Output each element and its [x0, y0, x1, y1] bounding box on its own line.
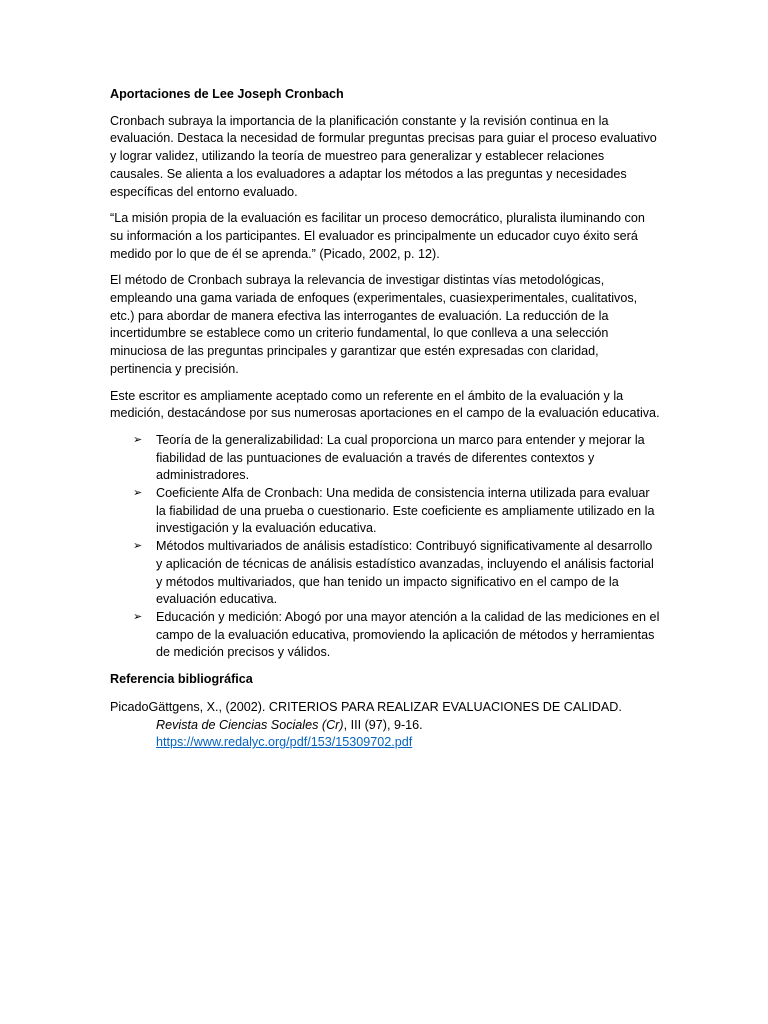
- list-item-text: Coeficiente Alfa de Cronbach: Una medida de consistencia interna utilizada para evaluar la fiabilidad de una prueba o cuestionario. Este coeficiente es ampliamente utilizado en la investigación y la evaluación educativa.: [156, 486, 655, 536]
- paragraph-reference-figure: Este escritor es ampliamente aceptado como un referente en el ámbito de la evaluación y la medición, destacándose por sus numerosas aportaciones en el campo de la evaluación educativa.: [110, 388, 660, 421]
- list-item: [133, 609, 660, 662]
- list-item: [133, 485, 660, 538]
- contributions-list: [110, 432, 660, 662]
- arrow-bullet-icon: ➢: [133, 433, 143, 446]
- arrow-bullet-icon: ➢: [133, 610, 143, 623]
- list-item-text: Métodos multivariados de análisis estadístico: Contribuyó significativamente al desarrollo y aplicación de técnicas de análisis estadístico avanzadas, incluyendo el análisis factorial y métodos multivariados, que han tenido un impacto significativo en el campo de la evaluación educativa.: [156, 539, 654, 607]
- reference-link[interactable]: https://www.redalyc.org/pdf/153/15309702.pdf: [156, 735, 413, 750]
- list-item: [133, 432, 660, 485]
- paragraph-planning: Cronbach subraya la importancia de la planificación constante y la revisión continua en la evaluación. Destaca la necesidad de formular preguntas precisas para guiar el proceso evaluativo y lograr validez, utilizando la teoría de muestreo para generalizar y establecer relaciones causales. Se alienta a los evaluadores a adaptar los métodos a las preguntas y necesidades específicas del entorno evaluado.: [110, 113, 657, 199]
- reference-entry: [110, 699, 660, 752]
- document-page: [110, 86, 660, 752]
- paragraph-quote: “La misión propia de la evaluación es facilitar un proceso democrático, pluralista iluminando con su información a los participantes. El evaluador es principalmente un educador cuyo éxito será medido por lo que de él se aprenda.” (Picado, 2002, p. 12).: [110, 211, 645, 261]
- paragraph-method: El método de Cronbach subraya la relevancia de investigar distintas vías metodológicas, empleando una gama variada de enfoques (experimentales, cuasiexperimentales, cualitativos, etc.) para abordar de manera efectiva las interrogantes de evaluación. La reducción de la incertidumbre se establece como un criterio fundamental, lo que conlleva a una selección minuciosa de las preguntas principales y garantizar que estén expresadas con claridad, pertinencia y precisión.: [110, 273, 638, 376]
- list-item: [133, 538, 660, 609]
- arrow-bullet-icon: ➢: [133, 487, 143, 500]
- arrow-bullet-icon: ➢: [133, 540, 143, 553]
- reference-volume-pages: , III (97), 9-16.: [343, 717, 423, 732]
- reference-authors-title: PicadoGättgens, X., (2002). CRITERIOS PARA REALIZAR EVALUACIONES DE CALIDAD.: [110, 699, 622, 714]
- list-item-text: Teoría de la generalizabilidad: La cual proporciona un marco para entender y mejorar la fiabilidad de las puntuaciones de evaluación a través de diferentes contextos y administradores.: [156, 432, 645, 483]
- list-item-text: Educación y medición: Abogó por una mayor atención a la calidad de las mediciones en el campo de la evaluación educativa, promoviendo la aplicación de métodos y herramientas de medición precisos y válidos.: [156, 609, 660, 660]
- reference-heading: Referencia bibliográfica: [110, 672, 253, 687]
- document-title: Aportaciones de Lee Joseph Cronbach: [110, 87, 344, 101]
- reference-journal: Revista de Ciencias Sociales (Cr): [156, 717, 344, 732]
